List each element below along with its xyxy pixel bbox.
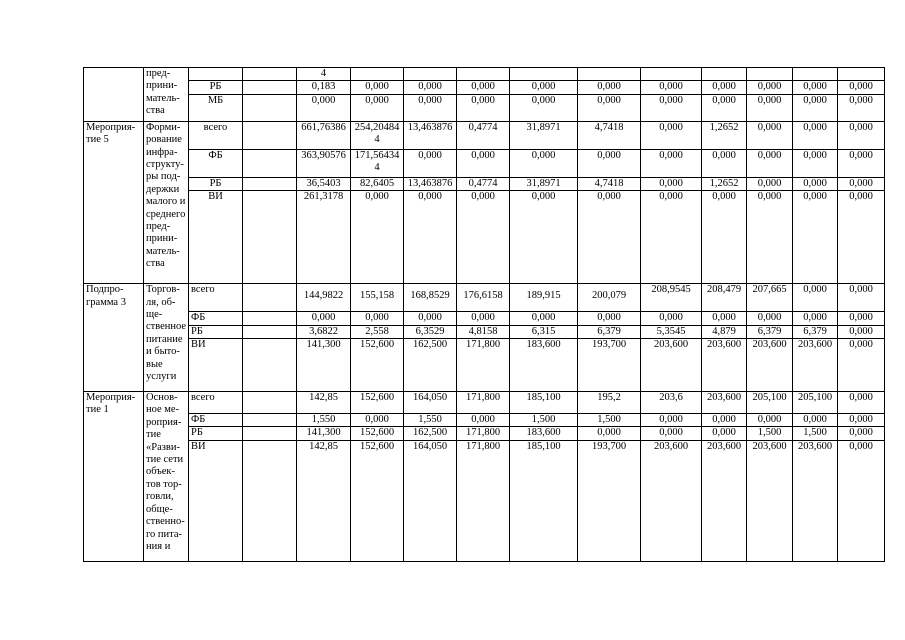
value-cell: 193,700	[578, 440, 641, 561]
value-cell: 171,800	[457, 339, 510, 392]
value-cell: 261,3178	[297, 191, 351, 284]
value-cell: 0,000	[351, 94, 404, 121]
value-cell: 0,000	[457, 81, 510, 94]
value-cell: 4,8158	[457, 325, 510, 338]
value-cell: 0,000	[838, 284, 885, 312]
value-cell: 0,000	[747, 191, 793, 284]
value-cell: 1,500	[793, 427, 838, 440]
value-cell: 0,000	[702, 191, 747, 284]
table-row	[84, 68, 885, 81]
value-cell: 0,000	[793, 177, 838, 190]
value-cell: 0,000	[457, 414, 510, 427]
value-cell: 4,7418	[578, 177, 641, 190]
value-cell: 0,000	[351, 191, 404, 284]
value-cell: 183,600	[510, 339, 578, 392]
value-cell: 200,079	[578, 284, 641, 312]
table-row	[84, 284, 885, 312]
value-cell: 0,000	[702, 427, 747, 440]
value-cell: 205,100	[747, 392, 793, 414]
value-cell: 4,879	[702, 325, 747, 338]
value-cell: 0,000	[838, 414, 885, 427]
value-cell: 254,20484 4	[351, 121, 404, 149]
table-row	[84, 325, 885, 338]
value-cell: 185,100	[510, 392, 578, 414]
value-cell: 152,600	[351, 440, 404, 561]
value-cell: 0,000	[641, 149, 702, 177]
table-row	[84, 339, 885, 392]
value-cell: 3,6822	[297, 325, 351, 338]
value-cell: 0,000	[510, 149, 578, 177]
value-cell: 1,550	[297, 414, 351, 427]
value-cell: 203,600	[747, 440, 793, 561]
value-cell: 2,558	[351, 325, 404, 338]
table-row	[84, 191, 885, 284]
value-cell: 0,000	[404, 81, 457, 94]
row-group-label: Мероприя- тие 5	[84, 121, 144, 283]
value-cell: 152,600	[351, 427, 404, 440]
value-cell: 0,000	[457, 94, 510, 121]
value-cell: 4,7418	[578, 121, 641, 149]
value-cell: 0,000	[838, 81, 885, 94]
row-type	[189, 68, 243, 81]
value-cell: 0,000	[641, 414, 702, 427]
value-cell: 0,000	[793, 94, 838, 121]
row-group-label: Мероприя- тие 1	[84, 392, 144, 562]
row-type: ВИ	[189, 339, 243, 392]
value-cell: 141,300	[297, 427, 351, 440]
value-cell: 0,183	[297, 81, 351, 94]
value-cell: 168,8529	[404, 284, 457, 312]
value-cell: 0,000	[838, 312, 885, 325]
value-cell: 6,3529	[404, 325, 457, 338]
value-cell: 0,000	[793, 414, 838, 427]
row-type: РБ	[189, 177, 243, 190]
value-cell: 0,4774	[457, 121, 510, 149]
value-cell: 0,000	[838, 177, 885, 190]
table-row	[84, 392, 885, 414]
value-cell: 164,050	[404, 440, 457, 561]
value-cell: 0,000	[578, 94, 641, 121]
value-cell: 0,000	[641, 312, 702, 325]
value-cell: 6,379	[747, 325, 793, 338]
row-type: РБ	[189, 427, 243, 440]
value-cell: 4	[297, 68, 351, 81]
row-group-label	[84, 68, 144, 122]
value-cell: 0,000	[702, 81, 747, 94]
value-cell: 0,000	[351, 81, 404, 94]
row-type: ФБ	[189, 149, 243, 177]
value-cell: 0,000	[702, 149, 747, 177]
value-cell: 203,600	[747, 339, 793, 392]
value-cell: 0,000	[641, 191, 702, 284]
value-cell: 203,600	[793, 339, 838, 392]
table-row	[84, 414, 885, 427]
table-row	[84, 177, 885, 190]
value-cell: 0,4774	[457, 177, 510, 190]
value-cell: 142,85	[297, 392, 351, 414]
value-cell: 6,379	[578, 325, 641, 338]
value-cell: 0,000	[510, 312, 578, 325]
table-row	[84, 94, 885, 121]
value-cell: 0,000	[747, 312, 793, 325]
value-cell: 0,000	[702, 414, 747, 427]
value-cell: 1,550	[404, 414, 457, 427]
value-cell: 162,500	[404, 339, 457, 392]
value-cell: 0,000	[641, 81, 702, 94]
value-cell: 13,463876	[404, 121, 457, 149]
value-cell: 5,3545	[641, 325, 702, 338]
value-cell: 1,2652	[702, 177, 747, 190]
value-cell: 0,000	[702, 312, 747, 325]
value-cell: 0,000	[747, 94, 793, 121]
table-row	[84, 81, 885, 94]
row-type: ФБ	[189, 312, 243, 325]
value-cell: 0,000	[838, 339, 885, 392]
value-cell: 0,000	[793, 284, 838, 312]
value-cell: 208,9545	[641, 284, 702, 312]
value-cell: 0,000	[457, 149, 510, 177]
value-cell: 0,000	[641, 177, 702, 190]
row-description: Форми- рование инфра- структу- ры под- держки малого и среднего пред- прини- матель- ства	[144, 121, 189, 283]
value-cell: 0,000	[838, 440, 885, 561]
table-row	[84, 149, 885, 177]
value-cell: 189,915	[510, 284, 578, 312]
value-cell: 0,000	[747, 414, 793, 427]
value-cell: 162,500	[404, 427, 457, 440]
value-cell: 0,000	[702, 94, 747, 121]
value-cell: 0,000	[747, 81, 793, 94]
value-cell: 1,500	[747, 427, 793, 440]
value-cell: 152,600	[351, 339, 404, 392]
value-cell: 171,800	[457, 440, 510, 561]
value-cell: 0,000	[838, 392, 885, 414]
value-cell: 6,315	[510, 325, 578, 338]
value-cell: 1,2652	[702, 121, 747, 149]
value-cell: 193,700	[578, 339, 641, 392]
row-type: ФБ	[189, 414, 243, 427]
value-cell: 0,000	[838, 191, 885, 284]
value-cell: 0,000	[793, 312, 838, 325]
value-cell: 0,000	[747, 177, 793, 190]
row-type: всего	[189, 392, 243, 414]
value-cell	[243, 68, 297, 81]
row-type: РБ	[189, 325, 243, 338]
value-cell: 164,050	[404, 392, 457, 414]
value-cell: 0,000	[457, 312, 510, 325]
value-cell: 205,100	[793, 392, 838, 414]
row-type: ВИ	[189, 440, 243, 561]
value-cell: 195,2	[578, 392, 641, 414]
value-cell: 203,600	[793, 440, 838, 561]
value-cell: 0,000	[838, 121, 885, 149]
value-cell: 142,85	[297, 440, 351, 561]
value-cell: 31,8971	[510, 121, 578, 149]
value-cell: 144,9822	[297, 284, 351, 312]
row-type: РБ	[189, 81, 243, 94]
row-description: пред- прини- матель- ства	[144, 68, 189, 122]
value-cell: 6,379	[793, 325, 838, 338]
row-type: всего	[189, 284, 243, 312]
value-cell: 0,000	[578, 191, 641, 284]
value-cell: 0,000	[510, 191, 578, 284]
budget-table	[83, 67, 885, 562]
value-cell: 0,000	[747, 121, 793, 149]
value-cell: 0,000	[793, 191, 838, 284]
value-cell: 0,000	[510, 81, 578, 94]
value-cell: 0,000	[351, 414, 404, 427]
value-cell: 0,000	[793, 121, 838, 149]
value-cell: 0,000	[578, 427, 641, 440]
value-cell: 0,000	[404, 149, 457, 177]
value-cell: 183,600	[510, 427, 578, 440]
value-cell: 0,000	[404, 312, 457, 325]
value-cell: 0,000	[457, 191, 510, 284]
value-cell: 0,000	[404, 94, 457, 121]
value-cell: 0,000	[578, 312, 641, 325]
value-cell: 0,000	[578, 149, 641, 177]
row-type: ВИ	[189, 191, 243, 284]
table-row	[84, 312, 885, 325]
value-cell: 185,100	[510, 440, 578, 561]
value-cell: 0,000	[838, 427, 885, 440]
value-cell: 203,600	[702, 339, 747, 392]
value-cell: 0,000	[838, 325, 885, 338]
value-cell: 208,479	[702, 284, 747, 312]
value-cell: 0,000	[297, 94, 351, 121]
value-cell: 1,500	[510, 414, 578, 427]
table-row	[84, 121, 885, 149]
value-cell: 0,000	[793, 149, 838, 177]
value-cell: 0,000	[297, 312, 351, 325]
value-cell: 13,463876	[404, 177, 457, 190]
value-cell: 171,800	[457, 427, 510, 440]
value-cell: 0,000	[641, 121, 702, 149]
value-cell: 661,76386	[297, 121, 351, 149]
value-cell: 171,800	[457, 392, 510, 414]
value-cell: 207,665	[747, 284, 793, 312]
value-cell: 141,300	[297, 339, 351, 392]
value-cell: 0,000	[578, 81, 641, 94]
value-cell: 82,6405	[351, 177, 404, 190]
value-cell: 203,600	[702, 440, 747, 561]
value-cell: 0,000	[351, 312, 404, 325]
value-cell: 171,56434 4	[351, 149, 404, 177]
row-type: всего	[189, 121, 243, 149]
value-cell: 0,000	[641, 427, 702, 440]
value-cell: 0,000	[510, 94, 578, 121]
value-cell: 363,90576	[297, 149, 351, 177]
row-description: Основ- ное ме- роприя- тие «Разви- тие сети объек- тов тор- говли, обще- ственно- го пита- ния и	[144, 392, 189, 562]
row-type: МБ	[189, 94, 243, 121]
value-cell: 31,8971	[510, 177, 578, 190]
value-cell: 203,600	[641, 440, 702, 561]
value-cell: 203,600	[702, 392, 747, 414]
value-cell: 0,000	[838, 94, 885, 121]
value-cell: 36,5403	[297, 177, 351, 190]
value-cell: 0,000	[747, 149, 793, 177]
row-description: Торгов- ля, об- ще- ственное питание и быто- вые услуги	[144, 284, 189, 392]
value-cell: 0,000	[641, 94, 702, 121]
value-cell: 1,500	[578, 414, 641, 427]
value-cell: 176,6158	[457, 284, 510, 312]
value-cell: 0,000	[793, 81, 838, 94]
value-cell: 152,600	[351, 392, 404, 414]
value-cell: 155,158	[351, 284, 404, 312]
value-cell: 0,000	[838, 149, 885, 177]
table-row	[84, 440, 885, 561]
table-row	[84, 427, 885, 440]
row-group-label: Подпро- грамма 3	[84, 284, 144, 392]
value-cell: 0,000	[404, 191, 457, 284]
value-cell: 203,6	[641, 392, 702, 414]
value-cell: 203,600	[641, 339, 702, 392]
